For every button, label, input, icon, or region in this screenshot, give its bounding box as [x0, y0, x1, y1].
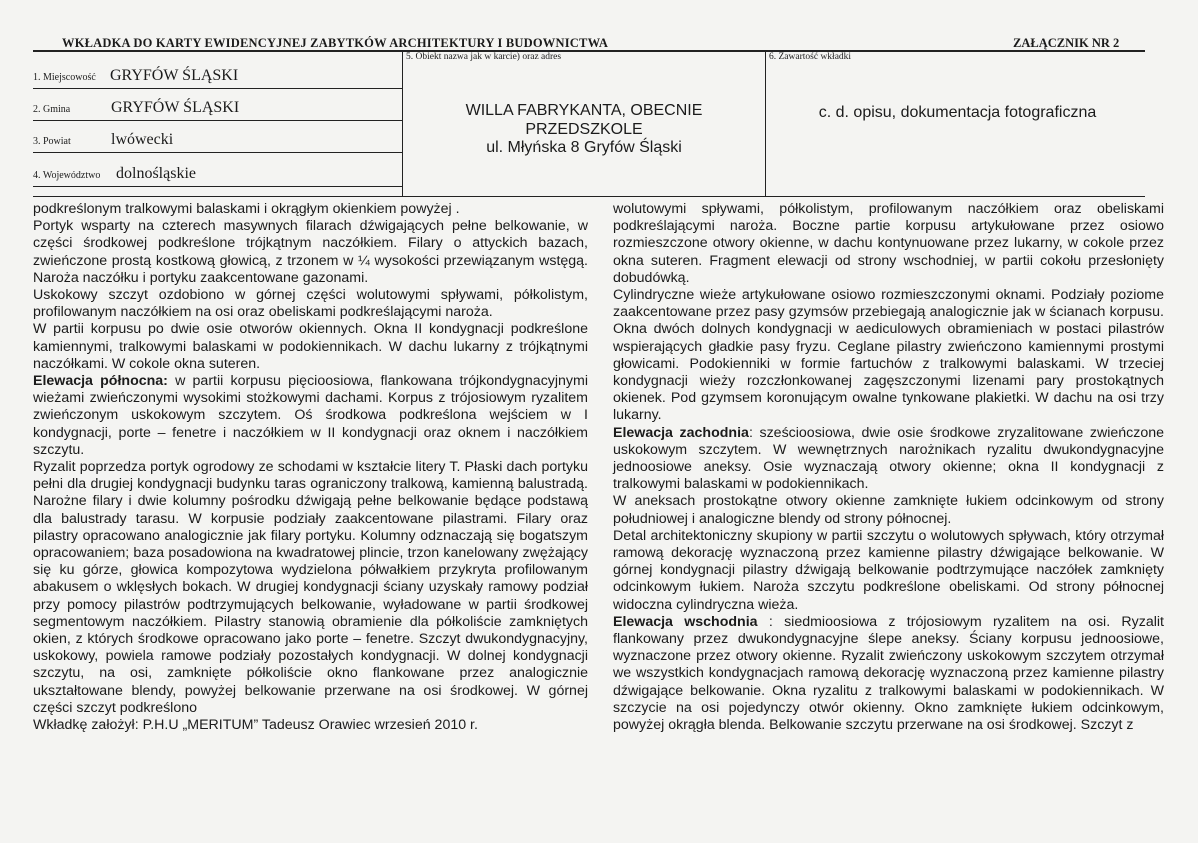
field-district-value: lwówecki: [111, 131, 174, 148]
field-voivodeship: [33, 156, 398, 186]
east-elevation-text: : siedmioosiowa z trójosiowym ryzalitem na osi. Ryzalit flankowany przez dwukondygnacyjne ślepe aneksy. Ściany korpusu jednoosiowe, wyznaczone przez otwory okienne. Ryzalit zwieńczony uskokowym szczytem otrzymał we wszystkich kondygnacjach ramową dekorację wyznaczoną przez kamienne pilastry dźwigające belkowanie. Okna ryzalitu z tralkowymi balaskami w podokiennikach. W szczycie na osi pojedynczy otwór okienny. Okno zamknięte łukiem odcinkowym, powyżej okrągła blenda. Belkowanie szczytu przerwane na osi środkowej. Szczyt z: [613, 613, 1164, 734]
paragraph: Uskokowy szczyt ozdobiono w górnej części wolutowymi spływami, półkolistym, profilowanym naczółkiem na osi oraz obeliskami podkreślającymi naroża.: [33, 287, 588, 321]
paragraph-west-elevation: [613, 425, 1164, 494]
author-footer: Wkładkę założył: P.H.U „MERITUM” Tadeusz Orawiec wrzesień 2010 r.: [33, 717, 478, 734]
object-label: 5. Obiekt nazwa jak w karcie) oraz adres: [406, 52, 562, 62]
object-name: [404, 102, 764, 158]
field-voivodeship-label: 4. Województwo: [33, 170, 101, 181]
field-district: [33, 122, 398, 152]
paragraph: Detal architektoniczny skupiony w partii szczytu o wolutowych spływach, który otrzymał ramową dekorację wyznaczoną przez kamienne pilastry dźwigające belkowanie. W górnej kondygnacji pilastry dźwigają belkowanie podtrzymujące naczółek zamknięty odcinkowym łukiem. Naroża szczytu podkreślone obeliskami. Od strony północnej widoczna cylindryczna wieża.: [613, 527, 1164, 613]
description-left-column: [33, 201, 588, 734]
field-commune: [33, 90, 398, 120]
west-elevation-text: : sześcioosiowa, dwie osie środkowe zryzalitowane zwieńczone uskokowym szczytem. W wewnętrznych narożnikach ryzalitu dwukondygnacyjne jednoosiowe aneksy. Osie wyznaczają otwory okienne; okna II kondygnacji z tralkowymi balaskami w podokiennikach.: [613, 424, 1164, 493]
paragraph-north-elevation: [33, 373, 588, 459]
object-name-line2: PRZEDSZKOLE: [525, 120, 643, 138]
field-locality-value: GRYFÓW ŚLĄSKI: [110, 67, 239, 84]
header-top-rule: [33, 50, 1145, 52]
west-elevation-heading: Elewacja zachodnia: [613, 424, 749, 441]
field-voivodeship-value: dolnośląskie: [116, 165, 196, 182]
paragraph: podkreślonym tralkowymi balaskami i okrągłym okienkiem powyżej .: [33, 201, 460, 217]
header-divider-2: [765, 51, 766, 197]
field-locality-label: 1. Miejscowość: [33, 72, 96, 83]
field-locality: [33, 58, 398, 88]
header-divider-1: [402, 51, 403, 197]
north-elevation-text: w partii korpusu pięcioosiowa, flankowana trójkondygnacyjnymi wieżami zwieńczonymi wysokimi stożkowymi dachami. Korpus z trójosiowym ryzalitem zwieńczonym uskokowym szczytem. Oś środkowa podkreślona wejściem w I kondygnacji, porte – fenetre i naczółkiem w II kondygnacji oraz oknem i naczółkiem szczytu.: [33, 373, 588, 458]
contents-label: 6. Zawartość wkładki: [769, 52, 852, 62]
description-right-column: [613, 201, 1164, 734]
contents-value: c. d. opisu, dokumentacja fotograficzna: [818, 104, 1097, 121]
object-address: ul. Młyńska 8 Gryfów Śląski: [486, 139, 682, 156]
field-rule-2: [33, 120, 402, 121]
paragraph: W aneksach prostokątne otwory okienne zamknięte łukiem odcinkowym od strony południowej i analogiczne blendy od strony północnej.: [613, 493, 1164, 527]
north-elevation-heading: Elewacja północna:: [33, 373, 168, 390]
field-rule-3: [33, 152, 402, 153]
paragraph: Portyk wsparty na czterech masywnych filarach dźwigających pełne belkowanie, w części środkowej podkreślone trójkątnym naczółkiem. Filary o attyckich bazach, zwieńczone prostą kostkową głowicą, z trzonem w ¼ wysokości przewiązanym wstęgą. Naroża naczółku i portyku zaakcentowane gazonami.: [33, 218, 588, 286]
header-bottom-rule: [33, 196, 1145, 197]
field-commune-label: 2. Gmina: [33, 104, 71, 115]
object-name-line1: WILLA FABRYKANTA, OBECNIE: [465, 102, 703, 119]
field-commune-value: GRYFÓW ŚLĄSKI: [111, 99, 240, 116]
paragraph: W partii korpusu po dwie osie otworów okiennych. Okna II kondygnacji podkreślone kamiennymi, tralkowymi balaskami w podokiennikach. W dachu lukarny z trójkątnymi naczółkami. W cokole okna suteren.: [33, 321, 588, 372]
east-elevation-heading: Elewacja wschodnia: [613, 613, 758, 630]
field-rule-1: [33, 88, 402, 89]
paragraph-east-elevation: [613, 614, 1164, 734]
paragraph: wolutowymi spływami, półkolistym, profilowanym naczółkiem oraz obeliskami podkreślającymi naroża. Boczne partie korpusu artykułowane przez osiowo rozmieszczone otwory okienne, w dachu kontynuowane przez lukarny, w cokole przez okna suteren. Fragment elewacji od strony wschodniej, w partii cokołu przesłonięty dobudówką.: [613, 201, 1164, 286]
field-district-label: 3. Powiat: [33, 136, 71, 147]
paragraph: Ryzalit poprzedza portyk ogrodowy ze schodami w kształcie litery T. Płaski dach portyku pełni dla drugiej kondygnacji budynku taras ograniczony tralkową, kamienną balustradą. Narożne filary i dwie kolumny pośrodku dźwigają pełne belkowanie będące podstawą dla balustrady tarasu. W korpusie podziały zaakcentowane pilastrami. Filary oraz pilastry opracowano analogicznie jak filary portyku. Kolumny odznaczają się bogatszym opracowaniem; baza posadowiona na kwadratowej plincie, trzon kanelowany zwężający się ku górze, głowica kompozytowa wydzielona półwałkiem przykryta profilowanym abakusem o wklęsłych bokach. W drugiej kondygnacji ściany uzyskały ramowy podział przy pomocy pilastrów podtrzymujących belkowanie, wyładowane w partii środkowej segmentowym naczółkiem. Pilastry stanowią obramienie dla półkoliście zamkniętych okien, z których środkowe opracowano jako porte – fenetre. Szczyt dwukondygnacyjny, uskokowy, powiela ramowe podziały pozostałych kondygnacji. W dolnej kondygnacji szczytu, na osi, zamknięte półkoliście okno flankowane przez analogicznie ukształtowane blendy, powyżej belkowanie przerwane na osi środkowej. W górnej części szczyt podkreślono: [33, 459, 588, 716]
document-title: WKŁADKA DO KARTY EWIDENCYJNEJ ZABYTKÓW ARCHITEKTURY I BUDOWNICTWA: [62, 36, 609, 50]
annex-number: ZAŁĄCZNIK NR 2: [1013, 36, 1120, 50]
field-rule-4: [33, 186, 402, 187]
paragraph: Cylindryczne wieże artykułowane osiowo rozmieszczonymi oknami. Podziały poziome zaakcentowane przez pasy gzymsów przebiegają analogicznie jak w ścianach korpusu. Okna dwóch dolnych kondygnacji w aediculowych obramieniach w postaci pilastrów wspierających gładkie pasy fryzu. Ceglane pilastry zwieńczono kamiennymi prostymi głowicami. Podokienniki w formie fartuchów z tralkowymi balaskami. W trzeciej kondygnacji wieży rozczłonkowanej zagęszczonymi lizenami pary prostokątnych okienek. Pod gzymsem koronującym owalne tynkowane plakietki. W dachu na osi trzy lukarny.: [613, 287, 1164, 424]
